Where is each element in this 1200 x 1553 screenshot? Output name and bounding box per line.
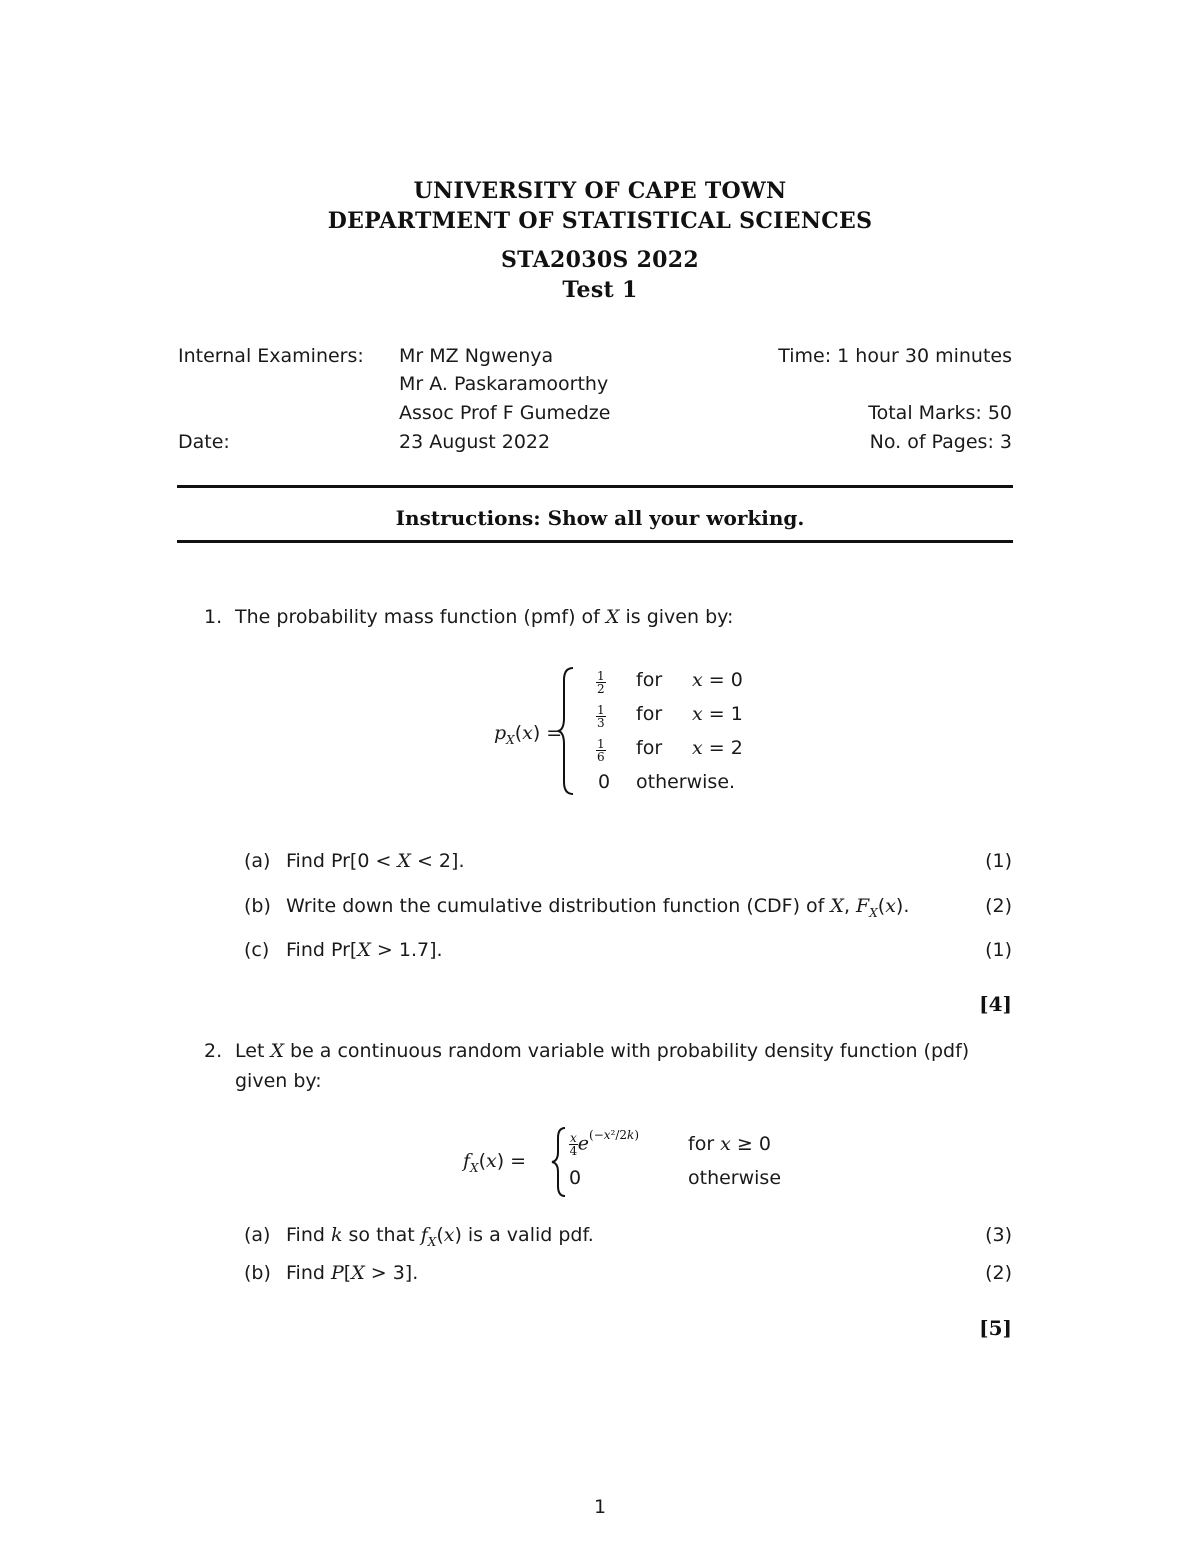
- q2a-text: Find k so that $f_X(x)$ is a valid pdf.: [286, 1224, 594, 1249]
- examiner-2: Mr A. Paskaramoorthy: [399, 373, 609, 395]
- date-label: Date:: [178, 431, 230, 453]
- q2b-marks: (2): [985, 1262, 1012, 1284]
- q2-intro-line1: Let X be a continuous random variable with probability density function (pdf): [235, 1040, 970, 1062]
- page-number: 1: [593, 1496, 607, 1518]
- q2b-text: Find P[X > 3].: [286, 1262, 419, 1284]
- q2-total: [5]: [979, 1316, 1012, 1340]
- pdf-case-2-expr: 0: [569, 1167, 582, 1189]
- q2-intro-line2: given by:: [235, 1070, 322, 1092]
- pdf-case-1-cond: for x ≥ 0: [688, 1133, 771, 1155]
- pdf-brace: [550, 1126, 568, 1198]
- exam-time: Time: 1 hour 30 minutes: [778, 345, 1012, 367]
- pmf-case-0-value: $\frac{1}{2}$: [597, 669, 605, 696]
- q2a-label: (a): [244, 1224, 271, 1246]
- pmf-case-2-cond: for: [636, 737, 663, 759]
- bottom-rule: [177, 540, 1013, 543]
- q1-total: [4]: [979, 992, 1012, 1016]
- examiner-1: Mr MZ Ngwenya: [399, 345, 554, 367]
- instructions: Instructions: Show all your working.: [395, 506, 805, 530]
- university-title: UNIVERSITY OF CAPE TOWN: [413, 178, 787, 204]
- examiner-3: Assoc Prof F Gumedze: [399, 402, 611, 424]
- q1c-marks: (1): [985, 939, 1012, 961]
- q1a-label: (a): [244, 850, 271, 872]
- q1b-text: Write down the cumulative distribution function (CDF) of X, $F_X(x)$.: [286, 895, 910, 920]
- pmf-case-0-x: x = 0: [692, 669, 743, 691]
- examiners-label: Internal Examiners:: [178, 345, 364, 367]
- pmf-case-3-cond: otherwise.: [636, 771, 736, 793]
- pmf-brace: [556, 666, 578, 796]
- top-rule: [177, 485, 1013, 488]
- pmf-case-3-value: 0: [598, 771, 611, 793]
- q1-number: 1.: [204, 606, 223, 628]
- q1a-text: Find Pr[0 < X < 2].: [286, 850, 465, 872]
- pmf-case-2-value: $\frac{1}{6}$: [597, 737, 605, 764]
- pmf-lhs: $p_X(x)$ =: [494, 722, 563, 747]
- q1-intro: The probability mass function (pmf) of X is given by:: [235, 606, 734, 628]
- pmf-case-2-x: x = 2: [692, 737, 743, 759]
- test-title: Test 1: [562, 277, 638, 303]
- pdf-case-2-cond: otherwise: [688, 1167, 782, 1189]
- pmf-case-1-x: x = 1: [692, 703, 743, 725]
- page-count: No. of Pages: 3: [869, 431, 1012, 453]
- course-code: STA2030S 2022: [500, 247, 700, 273]
- exam-date: 23 August 2022: [399, 431, 551, 453]
- pdf-case-1-expr: $\frac{x}{4}$ $e^{(-x^2/2k)}$: [569, 1128, 640, 1159]
- pmf-case-0-cond: for: [636, 669, 663, 691]
- pdf-lhs: $f_X(x)$ =: [463, 1150, 527, 1175]
- pmf-case-1-cond: for: [636, 703, 663, 725]
- department-title: DEPARTMENT OF STATISTICAL SCIENCES: [327, 208, 873, 234]
- pmf-case-1-value: $\frac{1}{3}$: [597, 703, 605, 730]
- q1c-label: (c): [244, 939, 270, 961]
- q2a-marks: (3): [985, 1224, 1012, 1246]
- q2b-label: (b): [244, 1262, 271, 1284]
- q1b-marks: (2): [985, 895, 1012, 917]
- total-marks: Total Marks: 50: [868, 402, 1012, 424]
- q1a-marks: (1): [985, 850, 1012, 872]
- q1b-label: (b): [244, 895, 271, 917]
- q1c-text: Find Pr[X > 1.7].: [286, 939, 443, 961]
- q2-number: 2.: [204, 1040, 223, 1062]
